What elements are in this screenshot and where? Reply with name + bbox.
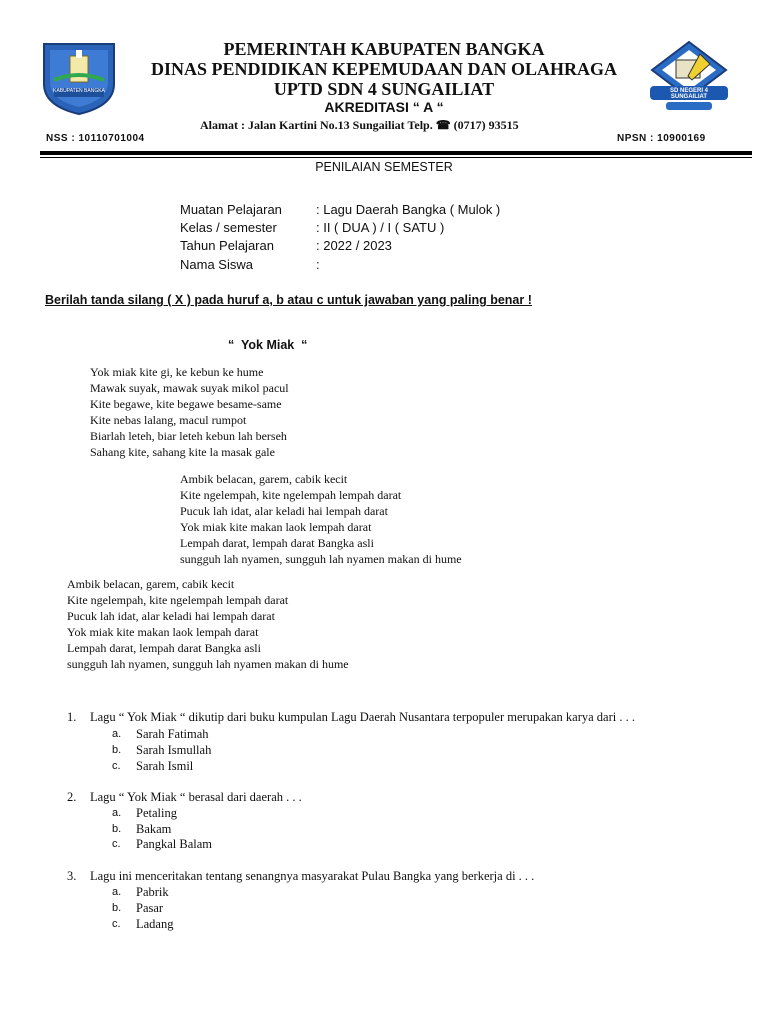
lyric-line: Sahang kite, sahang kite la masak gale	[90, 445, 275, 459]
option-text: Petaling	[136, 806, 177, 820]
question-number: 1.	[67, 710, 77, 724]
lyric-line: Kite ngelempah, kite ngelempah lempah darat	[180, 488, 402, 502]
info-value: :	[316, 257, 320, 272]
song-verse	[90, 364, 289, 460]
lyric-line: Ambik belacan, garem, cabik kecit	[67, 577, 235, 591]
lyric-line: Yok miak kite gi, ke kebun ke hume	[90, 365, 264, 379]
option-letter: b.	[112, 744, 122, 756]
lyric-line: Lempah darat, lempah darat Bangka asli	[67, 641, 261, 655]
info-value: : II ( DUA ) / I ( SATU )	[316, 220, 445, 235]
lyric-line: Kite ngelempah, kite ngelempah lempah darat	[67, 593, 289, 607]
option-text: Sarah Fatimah	[136, 727, 209, 741]
lyric-line: Pucuk lah idat, alar keladi hai lempah darat	[67, 609, 275, 623]
option-letter: c.	[112, 760, 121, 772]
school-logo-text: SD NEGERI 4 SUNGAILIAT	[669, 88, 708, 100]
option-letter: b.	[112, 823, 122, 835]
question-text: Lagu “ Yok Miak “ berasal dari daerah . . .	[90, 790, 302, 804]
option-letter: b.	[112, 902, 122, 914]
info-label: Nama Siswa	[180, 257, 253, 272]
option-text: Sarah Ismil	[136, 759, 194, 773]
lyric-line: sungguh lah nyamen, sungguh lah nyamen makan di hume	[180, 552, 462, 566]
option-text: Pabrik	[136, 885, 169, 899]
info-label: Kelas / semester	[180, 220, 277, 235]
letterhead-government: PEMERINTAH KABUPATEN BANGKA	[223, 39, 545, 59]
letterhead-address: Alamat : Jalan Kartini No.13 Sungailiat Telp. ☎ (0717) 93515	[200, 118, 519, 132]
regency-logo-text: KABUPATEN BANGKA	[53, 88, 105, 94]
lyric-line: Ambik belacan, garem, cabik kecit	[180, 472, 348, 486]
nss-number: NSS : 10110701004	[46, 133, 145, 144]
option-letter: a.	[112, 728, 122, 740]
option-letter: a.	[112, 886, 122, 898]
letterhead-school: UPTD SDN 4 SUNGAILIAT	[273, 79, 495, 99]
lyric-line: sungguh lah nyamen, sungguh lah nyamen makan di hume	[67, 657, 349, 671]
option-letter: a.	[112, 807, 122, 819]
letterhead-accreditation: AKREDITASI “ A “	[324, 99, 444, 115]
song-chorus	[67, 576, 349, 672]
instruction: Berilah tanda silang ( X ) pada huruf a, b atau c untuk jawaban yang paling benar !	[45, 293, 532, 307]
option-text: Pasar	[136, 901, 164, 915]
option-text: Pangkal Balam	[136, 837, 213, 851]
lyric-line: Mawak suyak, mawak suyak mikol pacul	[90, 381, 289, 395]
question-number: 2.	[67, 790, 77, 804]
lyric-line: Lempah darat, lempah darat Bangka asli	[180, 536, 374, 550]
letterhead-divider-thin	[40, 157, 752, 158]
option-text: Ladang	[136, 917, 174, 931]
npsn-number: NPSN : 10900169	[617, 133, 706, 144]
lyric-line: Kite begawe, kite begawe besame-same	[90, 397, 282, 411]
song-title: “ Yok Miak “	[228, 338, 308, 352]
lyric-line: Yok miak kite makan laok lempah darat	[67, 625, 259, 639]
option-text: Bakam	[136, 822, 172, 836]
document-title: PENILAIAN SEMESTER	[315, 160, 453, 174]
info-value: : 2022 / 2023	[316, 238, 392, 253]
option-text: Sarah Ismullah	[136, 743, 212, 757]
option-letter: c.	[112, 918, 121, 930]
option-letter: c.	[112, 838, 121, 850]
info-label: Muatan Pelajaran	[180, 202, 282, 217]
question-number: 3.	[67, 869, 77, 883]
lyric-line: Yok miak kite makan laok lempah darat	[180, 520, 372, 534]
question-text: Lagu “ Yok Miak “ dikutip dari buku kumpulan Lagu Daerah Nusantara terpopuler merupakan karya dari . . .	[90, 710, 635, 724]
lyric-line: Pucuk lah idat, alar keladi hai lempah darat	[180, 504, 388, 518]
letterhead-divider-thick	[40, 151, 752, 155]
info-label: Tahun Pelajaran	[180, 238, 274, 253]
lyric-line: Biarlah leteh, biar leteh kebun lah berseh	[90, 429, 287, 443]
question-text: Lagu ini menceritakan tentang senangnya masyarakat Pulau Bangka yang berkerja di . . .	[90, 869, 535, 883]
letterhead-department: DINAS PENDIDIKAN KEPEMUDAAN DAN OLAHRAGA	[150, 59, 617, 79]
info-value: : Lagu Daerah Bangka ( Mulok )	[316, 202, 501, 217]
song-chorus-indented	[180, 471, 462, 567]
lyric-line: Kite nebas lalang, macul rumpot	[90, 413, 247, 427]
